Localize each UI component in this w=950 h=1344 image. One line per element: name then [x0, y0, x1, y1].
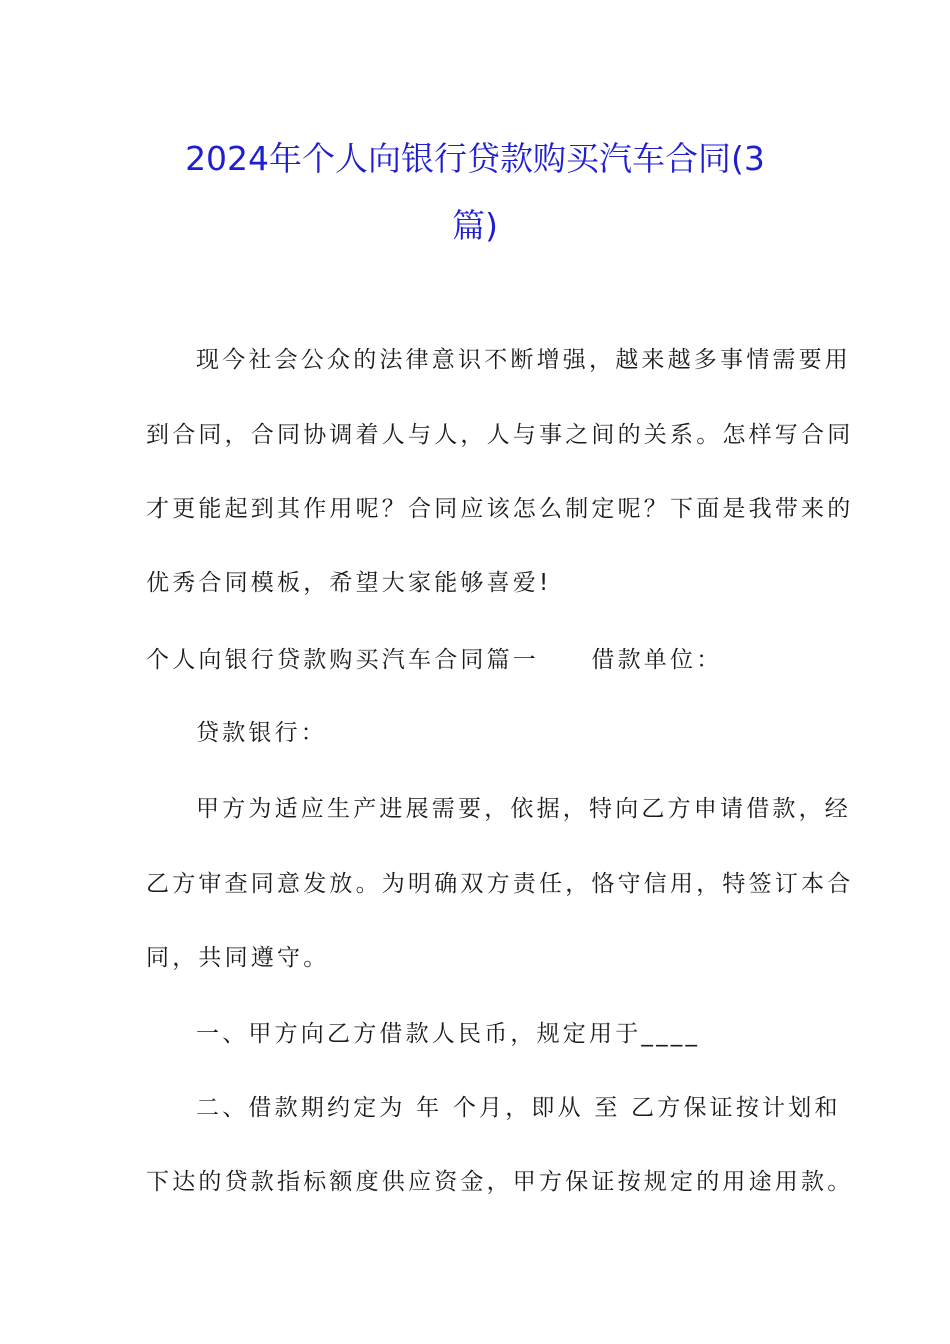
clause-2-line-2: 下达的贷款指标额度供应资金，甲方保证按规定的用途用款。	[146, 1169, 854, 1195]
document-title-line-2: 篇)	[452, 206, 498, 245]
paragraph-intro-line-3: 才更能起到其作用呢？合同应该怎么制定呢？下面是我带来的	[146, 496, 854, 522]
paragraph-intro-line-2: 到合同，合同协调着人与人，人与事之间的关系。怎样写合同	[146, 422, 854, 448]
document-title-line-1: 2024年个人向银行贷款购买汽车合同(3	[185, 139, 765, 178]
paragraph-purpose-line-3: 同，共同遵守。	[146, 945, 330, 971]
section-heading-line: 个人向银行贷款购买汽车合同篇一 借款单位：	[146, 647, 723, 673]
clause-2-line-1: 二、借款期约定为 年 个月，即从 至 乙方保证按计划和	[196, 1095, 841, 1121]
paragraph-intro-line-1: 现今社会公众的法律意识不断增强，越来越多事情需要用	[196, 347, 851, 373]
clause-1-line: 一、甲方向乙方借款人民币，规定用于____	[196, 1021, 701, 1047]
paragraph-purpose-line-1: 甲方为适应生产进展需要，依据，特向乙方申请借款，经	[196, 796, 851, 822]
lender-bank-line: 贷款银行：	[196, 720, 327, 746]
paragraph-purpose-line-2: 乙方审查同意发放。为明确双方责任，恪守信用，特签订本合	[146, 871, 854, 897]
paragraph-intro-line-4: 优秀合同模板，希望大家能够喜爱!	[146, 570, 552, 596]
